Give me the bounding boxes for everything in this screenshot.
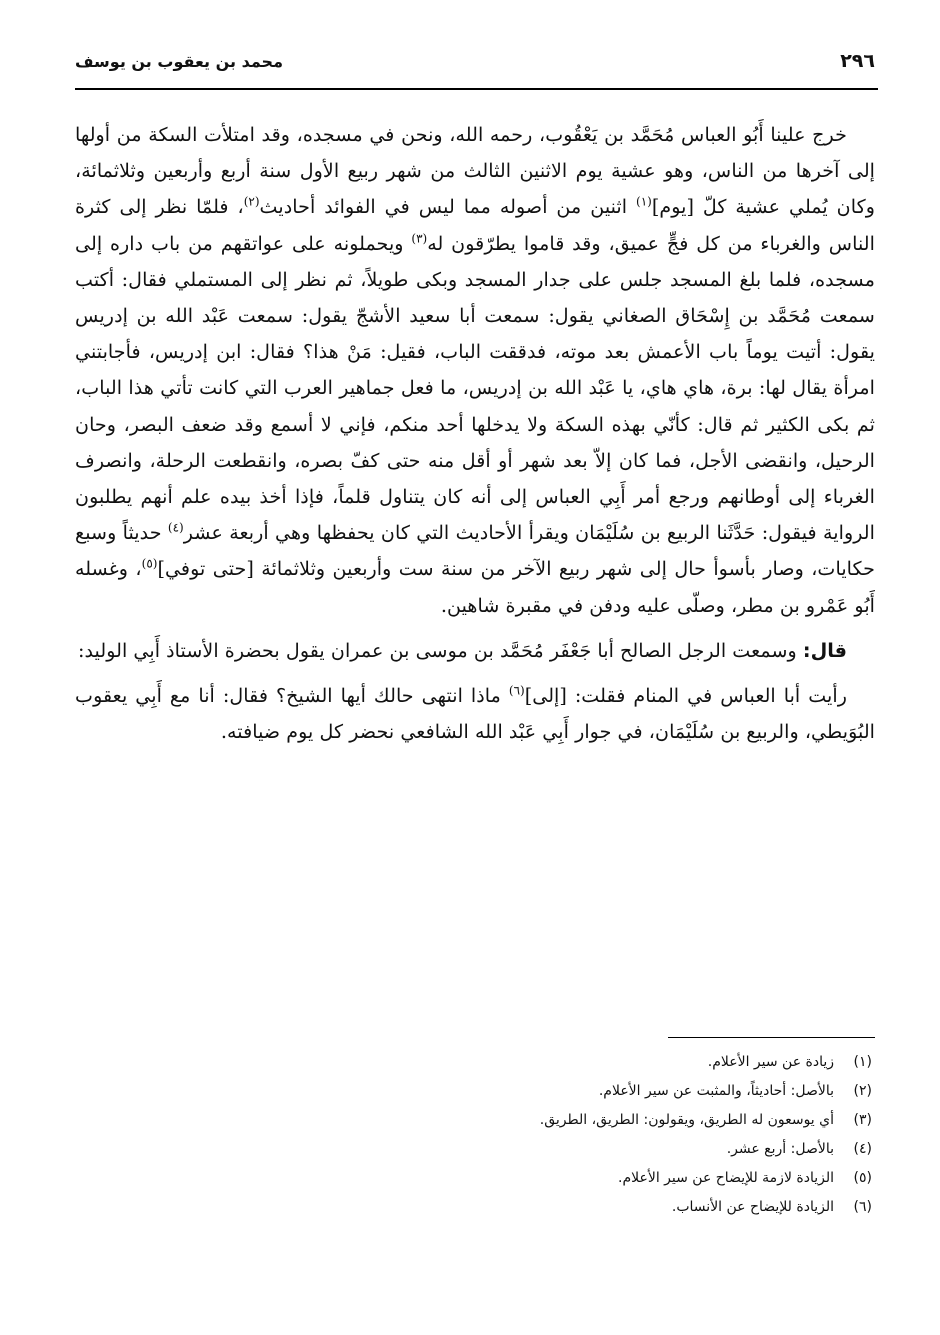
- main-text: [75, 117, 875, 750]
- footnote-number: (٥): [853, 1170, 872, 1186]
- footnote-number: (٤): [853, 1141, 872, 1157]
- paragraph-text: وسمعت الرجل الصالح أبا جَعْفَر مُحَمَّد بن موسى بن عمران يقول بحضرة الأستاذ أَبِي الوليد:: [78, 638, 803, 662]
- footnote-text: الزيادة لازمة للإيضاح عن سير الأعلام.: [618, 1170, 834, 1186]
- footnote-rule: [668, 1037, 875, 1038]
- footnote-item: [75, 1135, 872, 1164]
- footnote-text: أي يوسعون له الطريق، ويقولون: الطريق، الطريق.: [539, 1112, 834, 1128]
- footnote-ref-4: (٤): [167, 520, 184, 535]
- paragraph-text: رأيت أبا العباس في المنام فقلت: [إلى]: [524, 684, 847, 708]
- paragraph-text: حديثاً وسبع حكايات، وصار بأسوأ حال إلى شهر ربيع الآخر من سنة ست وأربعين وثلاثمائة [حتى توفي]: [75, 521, 875, 581]
- footnote-ref-6: (٦): [508, 683, 525, 698]
- footnote-number: (٢): [853, 1083, 872, 1099]
- footnotes: [75, 1048, 872, 1222]
- paragraph-1: [75, 117, 875, 624]
- footnote-text: الزيادة للإيضاح عن الأنساب.: [671, 1199, 834, 1215]
- footnote-text: بالأصل: أحاديثاً، والمثبت عن سير الأعلام.: [598, 1083, 834, 1099]
- running-title: محمد بن يعقوب بن يوسف: [75, 52, 283, 71]
- footnote-ref-5: (٥): [141, 557, 158, 572]
- paragraph-3: [75, 678, 875, 750]
- paragraph-lead: قال:: [802, 638, 847, 662]
- footnote-number: (١): [853, 1054, 872, 1070]
- paragraph-text: ، فلمّا نظر إلى كثرة الناس والغرباء من كل فجٍّ عميق، وقد قاموا يطرّقون له: [75, 195, 875, 255]
- paragraph-text: ، وغسله أَبُو عَمْرو بن مطر، وصلّى عليه ودفن في مقبرة شاهين.: [75, 557, 875, 617]
- header-rule: [75, 88, 878, 90]
- footnote-ref-3: (٣): [411, 231, 428, 246]
- footnote-text: زيادة عن سير الأعلام.: [707, 1054, 834, 1070]
- footnote-item: [75, 1106, 872, 1135]
- paragraph-text: اثنين من أصوله مما ليس في الفوائد أحاديث: [259, 195, 636, 219]
- footnote-item: [75, 1048, 872, 1077]
- footnote-number: (٦): [853, 1199, 872, 1215]
- footnote-ref-2: (٢): [243, 195, 260, 210]
- paragraph-text: ماذا انتهى حالك أيها الشيخ؟ فقال: أنا مع أَبِي يعقوب البُوَيطي، والربيع بن سُلَيْمَان، في جوار أَبِي عَبْد الله الشافعي نحضر كل يوم ضيافته.: [75, 684, 875, 744]
- footnote-item: [75, 1164, 872, 1193]
- page-number: ٢٩٦: [840, 50, 875, 72]
- page-header: [75, 50, 875, 78]
- footnote-ref-1: (١): [636, 195, 652, 210]
- paragraph-text: ويحملونه على عواتقهم من باب داره إلى مسجده، فلما بلغ المسجد جلس على جدار المسجد وبكى طويلاً، ثم نظر إلى المستملي فقال: أكتب سمعت مُحَمَّد بن إِسْحَاق الصغاني يقول: سمعت أبا سعيد الأشجّ يقول: سمعت عَبْد الله بن إدريس يقول: أتيت يوماً باب الأعمش بعد موته، فدققت الباب، فقيل: مَنْ هذا؟ فقال: ابن إدريس، فأجابتني امرأة يقال لها: برة، هاي هاي، يا عَبْد الله بن إدريس، ما فعل جماهير العرب التي كانت تأتي هذا الباب، ثم بكى الكثير ثم قال: كأنّي بهذه السكة ولا يدخلها أحد منكم، فإني لا أسمع وقد ضعف البصر، وحان الرحيل، وانقضى الأجل، فما كان إلاّ بعد شهر أو أقل منه حتى كفّ بصره، وانقطعت الرحلة، وانصرف الغرباء إلى أوطانهم ورجع أمر أَبِي العباس إلى أنه كان يتناول قلماً، فإذا أخذ بيده علم أنهم يطلبون الرواية فيقول: حَدَّثَنا الربيع بن سُلَيْمَان ويقرأ الأحاديث التي كان يحفظها وهي أربعة عشر: [75, 231, 875, 545]
- footnote-text: بالأصل: أربع عشر.: [726, 1141, 834, 1157]
- footnote-number: (٣): [853, 1112, 872, 1128]
- paragraph-text: خرج علينا أَبُو العباس مُحَمَّد بن يَعْقُوب، رحمه الله، ونحن في مسجده، وقد امتلأت السكة من أولها إلى آخرها من الناس، وهو عشية يوم الاثنين الثالث من شهر ربيع الأول سنة أربع وأربعين وثلاثمائة، وكان يُملي عشية كلّ [يوم]: [75, 123, 875, 219]
- footnote-item: [75, 1077, 872, 1106]
- paragraph-2: [75, 633, 875, 669]
- footnote-item: [75, 1193, 872, 1222]
